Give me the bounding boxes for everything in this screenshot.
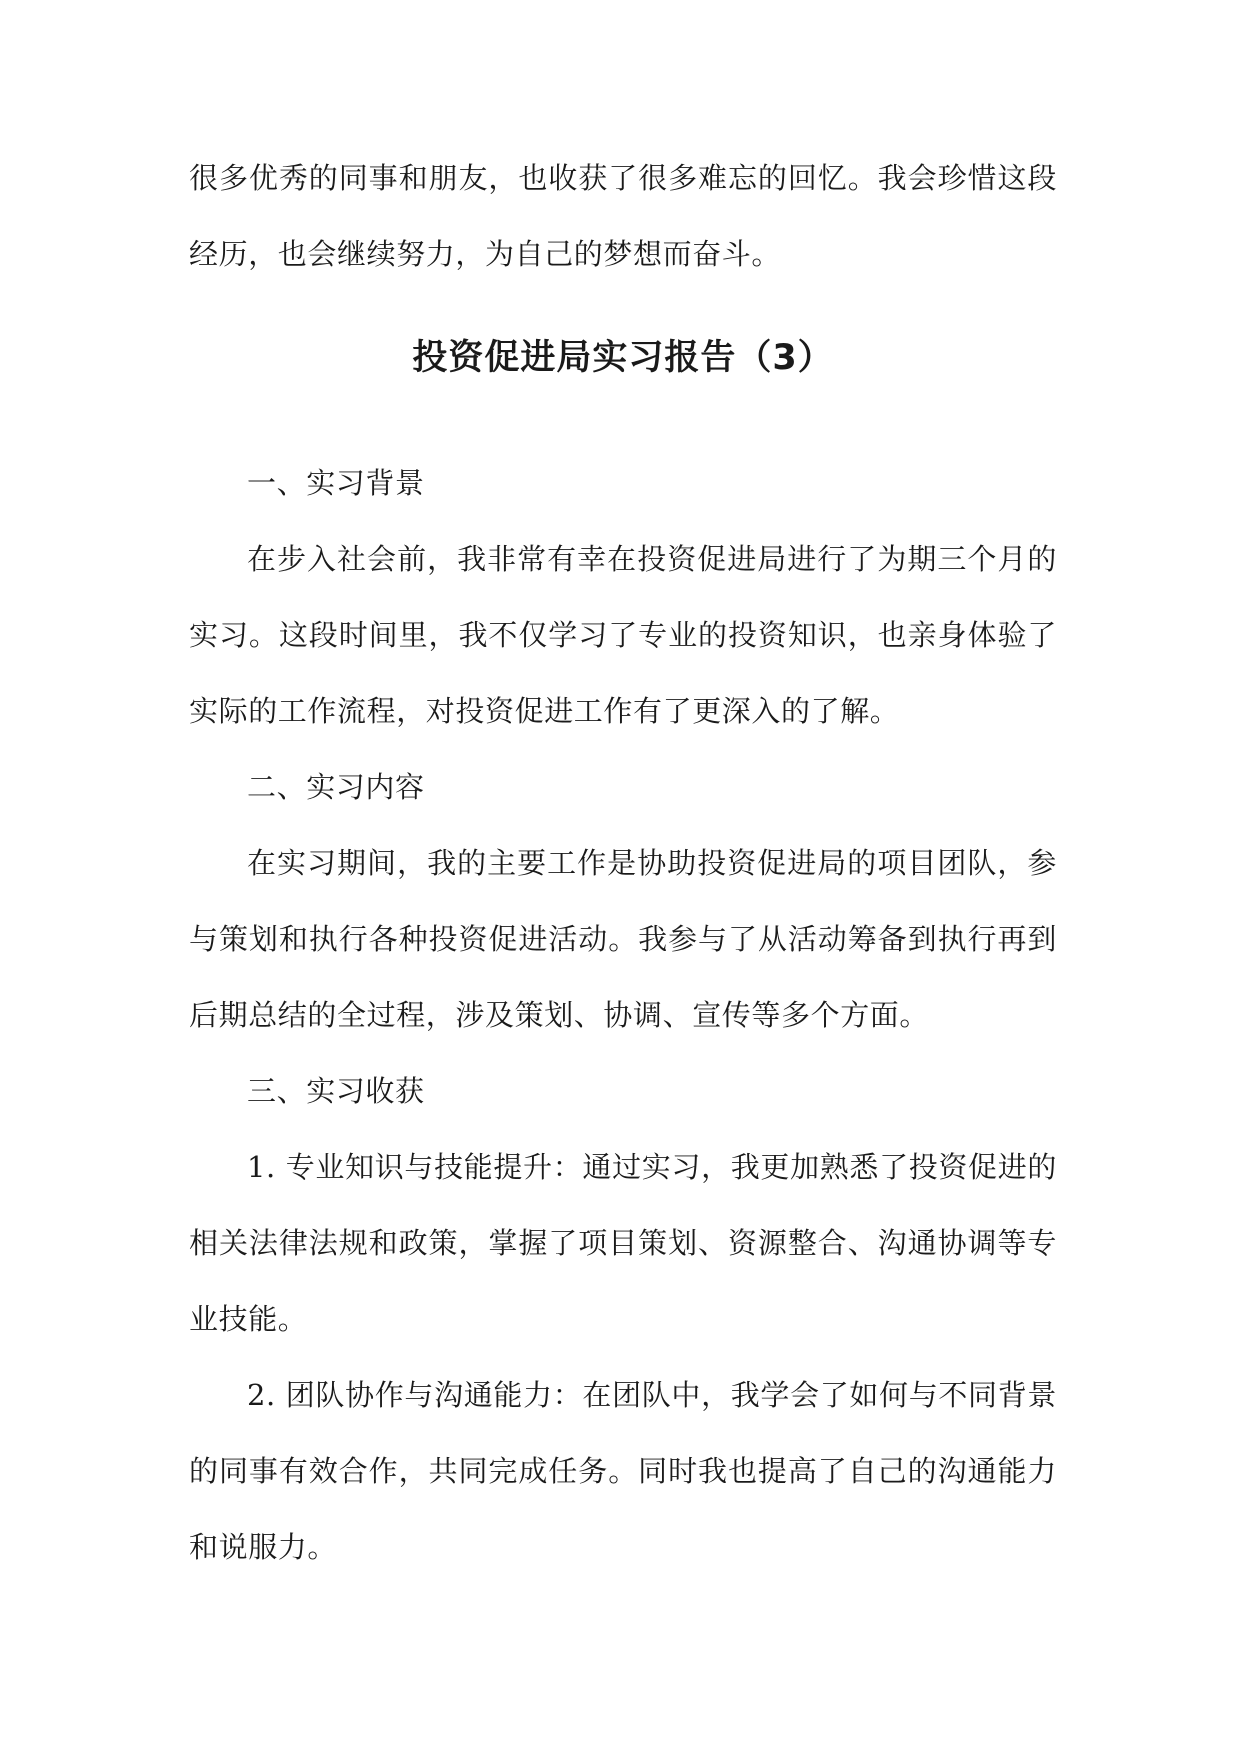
paragraph-content: 在实习期间，我的主要工作是协助投资促进局的项目团队，参与策划和执行各种投资促进活动。我参与了从活动筹备到执行再到后期总结的全过程，涉及策划、协调、宣传等多个方面。: [189, 846, 1057, 1032]
paragraph-background: 在步入社会前，我非常有幸在投资促进局进行了为期三个月的实习。这段时间里，我不仅学习了专业的投资知识，也亲身体验了实际的工作流程，对投资促进工作有了更深入的了解。: [189, 542, 1057, 728]
document-body: [189, 140, 1057, 1585]
paragraph-gain-1: 1. 专业知识与技能提升：通过实习，我更加熟悉了投资促进的相关法律法规和政策，掌握了项目策划、资源整合、沟通协调等专业技能。: [189, 1150, 1057, 1336]
document-title: 投资促进局实习报告（3）: [412, 338, 834, 378]
section-heading-background: 一、实习背景: [247, 466, 425, 500]
paragraph-gain-2: 2. 团队协作与沟通能力：在团队中，我学会了如何与不同背景的同事有效合作，共同完成任务。同时我也提高了自己的沟通能力和说服力。: [189, 1378, 1057, 1564]
section-heading-gains: 三、实习收获: [247, 1074, 425, 1108]
section-heading-content: 二、实习内容: [247, 770, 425, 804]
carryover-paragraph: 很多优秀的同事和朋友，也收获了很多难忘的回忆。我会珍惜这段经历，也会继续努力，为自己的梦想而奋斗。: [189, 161, 1057, 271]
